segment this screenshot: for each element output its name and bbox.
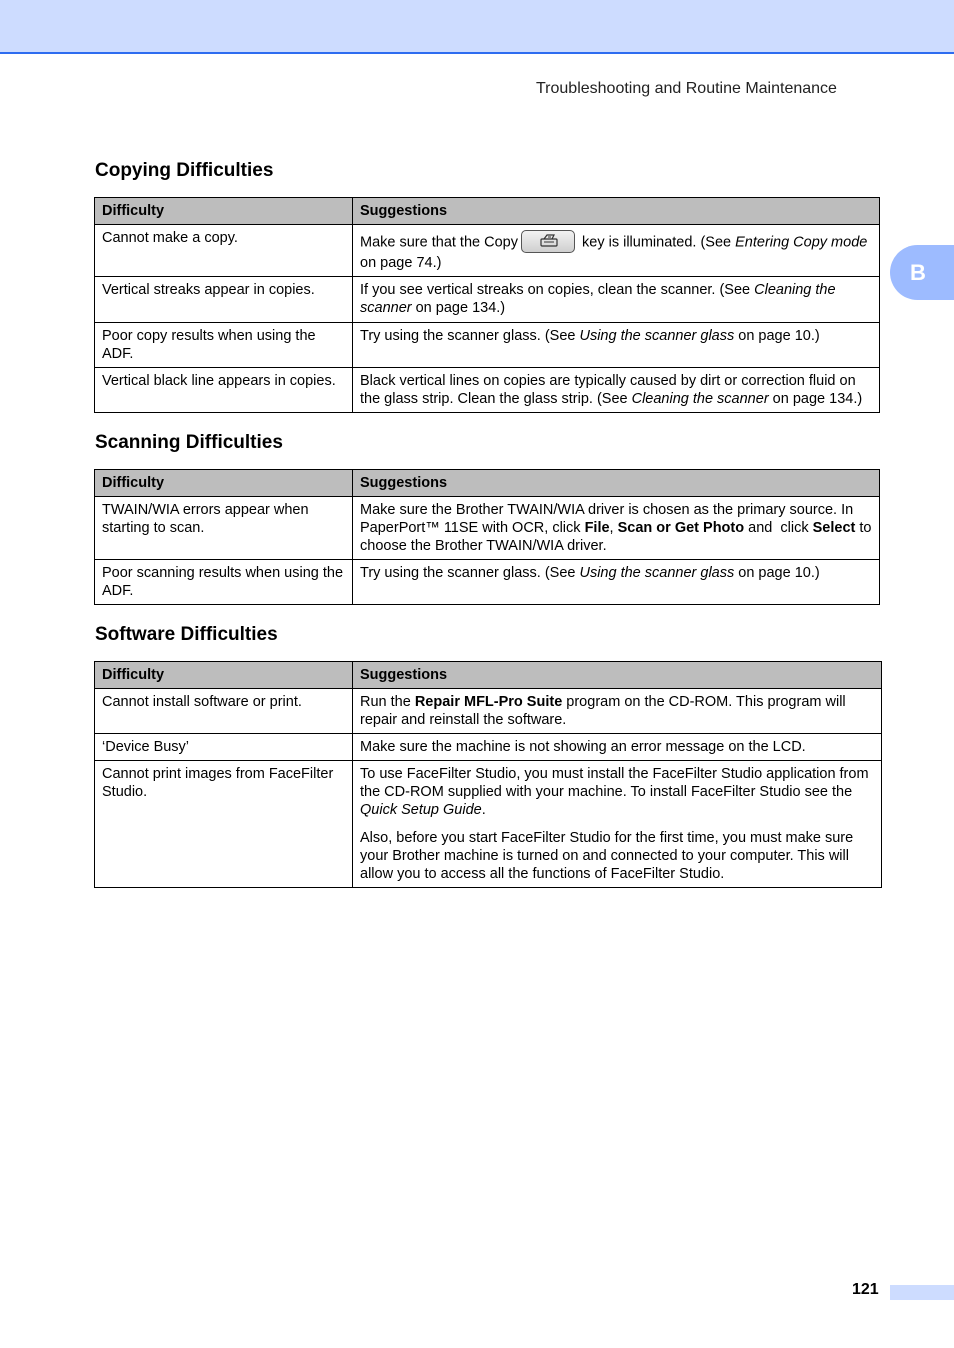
table-row [95,761,882,888]
table-header-row [95,662,882,689]
col-header-suggestions: Suggestions [353,662,882,689]
cross-reference: Using the scanner glass [579,328,735,344]
suggestion-text: Run the [360,694,415,710]
difficulty-cell: Poor copy results when using the ADF. [95,323,353,368]
difficulty-cell: Vertical black line appears in copies. [95,368,353,413]
table-row [95,497,880,560]
suggestion-text: program on the CD-ROM. This program will repair and reinstall the software. [360,694,846,728]
suggestion-paragraph [360,765,875,819]
footer-band [890,1285,954,1300]
difficulty-cell: ‘Device Busy’ [95,734,353,761]
cross-reference: Cleaning the scanner [360,282,836,316]
difficulty-cell: Poor scanning results when using the ADF. [95,560,353,605]
page-number: 121 [852,1281,879,1298]
table-row [95,734,882,761]
suggestion-cell [353,689,882,734]
suggestion-text: to choose the Brother TWAIN/WIA driver. [360,520,872,554]
header-band [0,0,954,54]
ui-term: Select [812,520,856,536]
suggestion-text: . [481,802,486,818]
table-row [95,277,880,323]
cross-reference: Using the scanner glass [579,565,735,581]
col-header-difficulty: Difficulty [95,198,353,225]
table-row [95,560,880,605]
difficulty-cell: TWAIN/WIA errors appear when starting to scan. [95,497,353,560]
suggestion-text: Try using the scanner glass. (See [360,328,580,344]
suggestion-text: If you see vertical streaks on copies, clean the scanner. (See [360,282,755,298]
suggestion-cell: Make sure the machine is not showing an error message on the LCD. [353,734,882,761]
suggestion-cell [353,761,882,888]
difficulty-cell: Cannot print images from FaceFilter Studio. [95,761,353,888]
suggestion-text: on page 134.) [411,300,506,316]
ui-term: File [584,520,610,536]
col-header-difficulty: Difficulty [95,662,353,689]
suggestion-cell [353,560,880,605]
suggestion-paragraph: Also, before you start FaceFilter Studio for the first time, you must make sure your Brother machine is turned on and connected to your computer. This will allow you to access all the functions of FaceFilter Studio. [360,830,854,882]
difficulty-cell: Cannot make a copy. [95,225,353,277]
cross-reference: Entering Copy mode [735,234,868,251]
table-header-row [95,198,880,225]
running-header: Troubleshooting and Routine Maintenance [536,80,837,97]
suggestion-cell [353,277,880,323]
section-title-scanning: Scanning Difficulties [95,432,283,453]
suggestion-cell [353,323,880,368]
difficulty-cell: Vertical streaks appear in copies. [95,277,353,323]
suggestion-text: Make sure that the Copy [360,234,518,251]
suggestion-text: on page 10.) [734,565,820,581]
table-row [95,323,880,368]
suggestion-text: key is illuminated. (See [577,234,736,251]
suggestion-cell [353,368,880,413]
suggestion-text: , [609,520,618,536]
suggestion-text: on page 10.) [734,328,820,344]
col-header-difficulty: Difficulty [95,470,353,497]
ui-term: Scan or Get Photo [617,520,745,536]
section-title-software: Software Difficulties [95,624,278,645]
table-row [95,225,880,277]
suggestion-text: To use FaceFilter Studio, you must install the FaceFilter Studio application from the CD-ROM supplied with your machine. To install FaceFilter Studio see the [360,766,869,800]
col-header-suggestions: Suggestions [353,470,880,497]
ui-term: Repair MFL-Pro Suite [414,694,563,710]
scanning-table [94,469,880,605]
cross-reference: Cleaning the scanner [631,391,769,407]
suggestion-text: and click [744,520,813,536]
table-row [95,368,880,413]
difficulty-cell: Cannot install software or print. [95,689,353,734]
table-row [95,689,882,734]
suggestion-cell [353,225,880,277]
cross-reference: Quick Setup Guide [360,802,482,818]
software-table [94,661,882,888]
suggestion-text: on page 74.) [360,255,442,271]
section-title-copying: Copying Difficulties [95,160,274,181]
suggestion-cell [353,497,880,560]
chapter-tab [890,245,954,300]
suggestion-text: Try using the scanner glass. (See [360,565,580,581]
suggestion-text: Black vertical lines on copies are typically caused by dirt or correction fluid on the glass strip. Clean the glass strip. (See [360,373,856,407]
table-header-row [95,470,880,497]
col-header-suggestions: Suggestions [353,198,880,225]
copying-table [94,197,880,413]
suggestion-text: on page 134.) [768,391,863,407]
copy-key-icon [521,230,575,253]
chapter-tab-label: B [910,259,926,285]
suggestion-text: Make sure the Brother TWAIN/WIA driver is chosen as the primary source. In PaperPort™ 11SE with OCR, click [360,502,854,536]
